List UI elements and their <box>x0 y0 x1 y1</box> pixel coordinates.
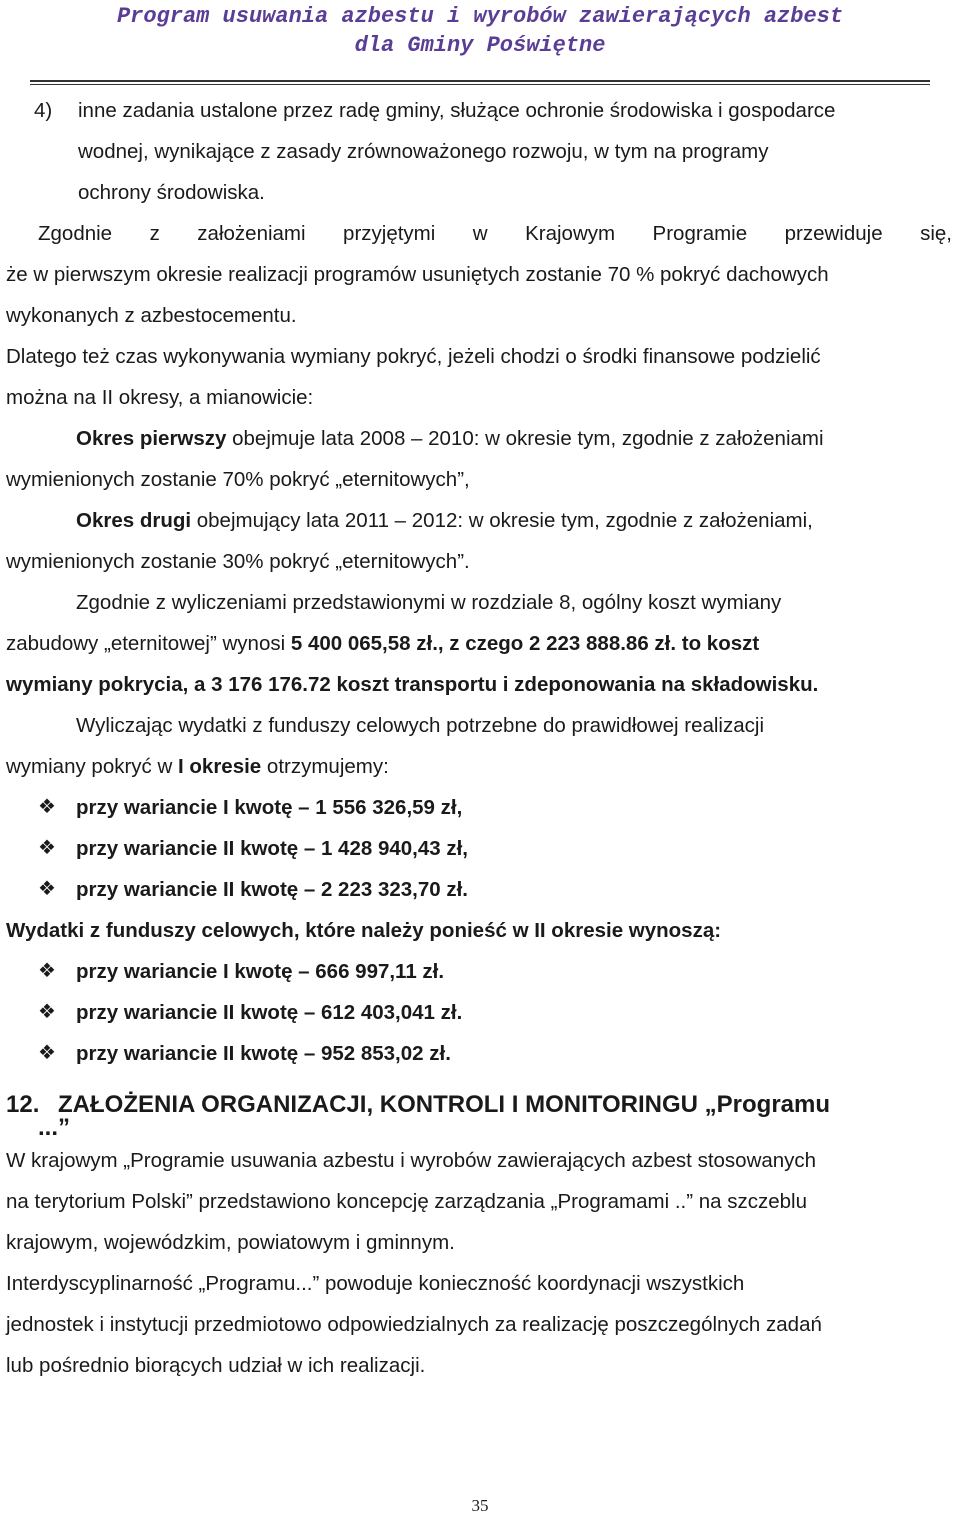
section-title: ZAŁOŻENIA ORGANIZACJI, KONTROLI I MONITORINGU „Programu <box>58 1091 831 1118</box>
paragraph-krajowy-program <box>6 213 952 254</box>
diamond-bullet-icon: ❖ <box>38 837 56 859</box>
list-item <box>6 951 952 992</box>
paragraph-w-krajowym <box>6 1140 952 1263</box>
diamond-bullet-icon: ❖ <box>38 1042 56 1064</box>
list-item-text: przy wariancie II kwotę – 1 428 940,43 zł, <box>76 837 468 860</box>
paragraph-line-wrap <box>6 254 952 336</box>
paragraph-line: Dlatego też czas wykonywania wymiany pokryć, jeżeli chodzi o środki finansowe podzielić <box>6 345 821 368</box>
okres-pierwszy-label: Okres pierwszy <box>76 427 227 450</box>
item-4 <box>6 90 952 213</box>
section-number: 12. <box>6 1091 40 1118</box>
header-rule <box>30 80 930 82</box>
paragraph-line: Wyliczając wydatki z funduszy celowych potrzebne do prawidłowej realizacji <box>76 714 765 737</box>
header-title-line1: Program usuwania azbestu i wyrobów zawierających azbest <box>116 4 844 29</box>
paragraph-line: jednostek i instytucji przedmiotowo odpowiedzialnych za realizację poszczególnych zadań <box>6 1313 822 1336</box>
paragraph-line: wymiany pokryć w <box>6 755 179 778</box>
okres2-heading: Wydatki z funduszy celowych, które należy ponieść w II okresie wynoszą: <box>6 919 722 942</box>
diamond-bullet-icon: ❖ <box>38 1001 56 1023</box>
item-4-line2: wodnej, wynikające z zasady zrównoważonego rozwoju, w tym na programy <box>78 140 769 163</box>
list-item <box>6 828 952 869</box>
list-item <box>6 992 952 1033</box>
okres-drugi-paragraph <box>6 500 952 582</box>
document-header <box>0 0 960 60</box>
item-4-line1: inne zadania ustalone przez radę gminy, służące ochronie środowiska i gospodarce <box>78 99 836 122</box>
okres2-bullet-list <box>6 951 952 1074</box>
page-body <box>6 90 952 1386</box>
paragraph-dlatego <box>6 336 952 418</box>
paragraph-line: Zgodnie z założeniami przyjętymi w Krajowym Programie przewiduje się, <box>38 222 952 245</box>
section-12-heading <box>6 1090 952 1141</box>
paragraph-line: otrzymujemy: <box>261 755 389 778</box>
page-number: 35 <box>471 1496 489 1515</box>
cost-total: 5 400 065,58 zł., z czego 2 223 888.86 zł. to koszt <box>290 632 760 655</box>
item-4-number: 4) <box>34 99 53 122</box>
list-item <box>6 1033 952 1074</box>
diamond-bullet-icon: ❖ <box>38 878 56 900</box>
section-title-end: ...” <box>38 1114 71 1141</box>
list-item-text: przy wariancie I kwotę – 1 556 326,59 zł, <box>76 796 463 819</box>
header-title-line2: dla Gminy Poświętne <box>354 33 606 58</box>
okres-drugi-label: Okres drugi <box>76 509 192 532</box>
item-4-line3: ochrony środowiska. <box>78 181 265 204</box>
list-item-text: przy wariancie I kwotę – 666 997,11 zł. <box>76 960 445 983</box>
okres-pierwszy-line2: wymienionych zostanie 70% pokryć „eternitowych”, <box>6 468 470 491</box>
paragraph-line: Zgodnie z wyliczeniami przedstawionymi w rozdziale 8, ogólny koszt wymiany <box>76 591 782 614</box>
okres-pierwszy-text: obejmuje lata 2008 – 2010: w okresie tym, zgodnie z założeniami <box>226 427 824 450</box>
paragraph-line: wykonanych z azbestocementu. <box>6 304 297 327</box>
list-item-text: przy wariancie II kwotę – 952 853,02 zł. <box>76 1042 451 1065</box>
diamond-bullet-icon: ❖ <box>38 796 56 818</box>
paragraph-line: można na II okresy, a mianowicie: <box>6 386 314 409</box>
paragraph-line: krajowym, wojewódzkim, powiatowym i gminnym. <box>6 1231 455 1254</box>
paragraph-line: zabudowy „eternitowej” wynosi <box>6 632 291 655</box>
okres1-bullet-list <box>6 787 952 910</box>
list-item <box>6 787 952 828</box>
list-item-text: przy wariancie II kwotę – 612 403,041 zł. <box>76 1001 463 1024</box>
paragraph-wyliczajac <box>6 705 952 787</box>
list-item-text: przy wariancie II kwotę – 2 223 323,70 zł. <box>76 878 468 901</box>
paragraph-line: W krajowym „Programie usuwania azbestu i wyrobów zawierających azbest stosowanych <box>6 1149 817 1172</box>
paragraph-line: że w pierwszym okresie realizacji programów usuniętych zostanie 70 % pokryć dachowych <box>6 263 829 286</box>
okres-pierwszy-paragraph <box>6 418 952 500</box>
okres-drugi-line2: wymienionych zostanie 30% pokryć „eternitowych”. <box>6 550 470 573</box>
okres-drugi-text: obejmujący lata 2011 – 2012: w okresie tym, zgodnie z założeniami, <box>191 509 813 532</box>
list-item <box>6 869 952 910</box>
header-rule-thin <box>30 84 930 85</box>
okres-label: I okresie <box>178 755 262 778</box>
cost-breakdown: wymiany pokrycia, a 3 176 176.72 koszt transportu i zdeponowania na składowisku. <box>6 673 819 696</box>
diamond-bullet-icon: ❖ <box>38 960 56 982</box>
paragraph-line: na terytorium Polski” przedstawiono koncepcję zarządzania „Programami ..” na szczeblu <box>6 1190 807 1213</box>
paragraph-line: lub pośrednio biorących udział w ich realizacji. <box>6 1354 426 1377</box>
paragraph-line: Interdyscyplinarność „Programu...” powoduje konieczność koordynacji wszystkich <box>6 1272 745 1295</box>
paragraph-koszt <box>6 582 952 705</box>
paragraph-interdyscyplinarnosc <box>6 1263 952 1386</box>
